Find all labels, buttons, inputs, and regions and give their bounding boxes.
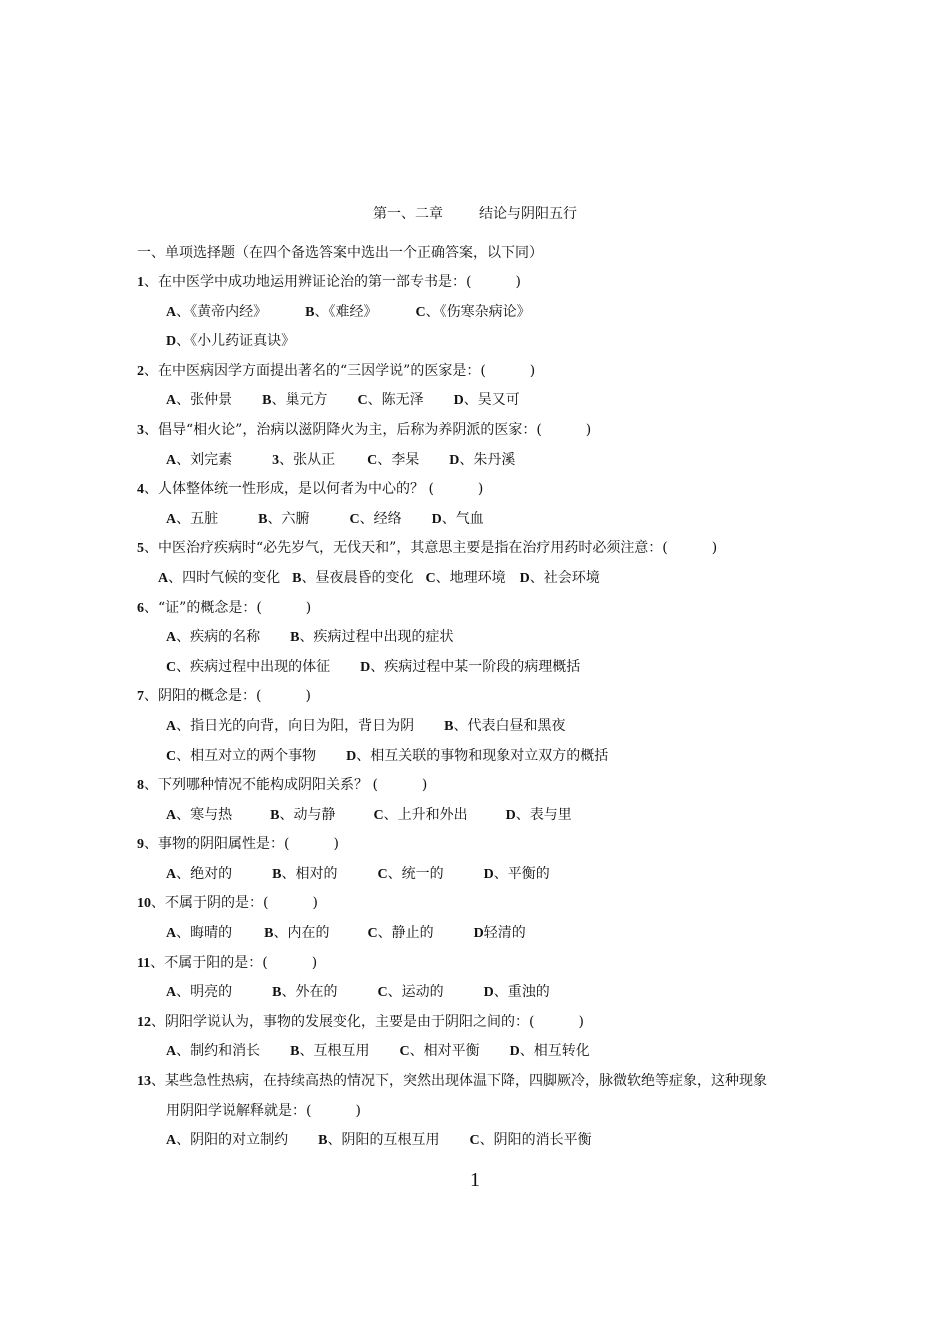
question-text: 事物的阴阳属性是：( <box>158 836 290 853</box>
option-a <box>166 302 267 323</box>
option-letter: A <box>166 718 177 734</box>
question-separator: 、 <box>151 1013 165 1030</box>
question-text: “证”的概念是：( <box>158 599 262 616</box>
answer-close: ) <box>711 540 718 557</box>
option-text: 、吴又可 <box>463 392 520 409</box>
option-a <box>166 982 232 1003</box>
option-letter: C <box>373 807 384 823</box>
option-text: 、阴阳的对立制约 <box>176 1132 289 1149</box>
option-letter: C <box>367 926 378 942</box>
option-text: 、平衡的 <box>493 865 550 882</box>
option-a <box>166 716 414 737</box>
option-text: 、社会环境 <box>529 569 600 586</box>
question-stem <box>0 775 950 805</box>
option-letter: C <box>415 304 426 320</box>
option-c <box>367 923 433 944</box>
option-a <box>166 1130 288 1151</box>
question-stem <box>0 834 950 864</box>
question-number: 5 <box>137 541 144 557</box>
option-d <box>449 450 515 471</box>
option-row <box>0 864 950 894</box>
question-separator: 、 <box>144 836 158 853</box>
option-text: 、明亮的 <box>176 984 233 1001</box>
option-letter: D <box>519 570 530 586</box>
option-letter: D <box>360 659 371 675</box>
option-text: 、相对平衡 <box>409 1043 480 1060</box>
question-text-cont: 用阴阳学说解释就是：( <box>166 1102 312 1119</box>
question-separator: 、 <box>144 688 158 705</box>
option-d <box>510 1041 590 1062</box>
chapter-name: 结论与阴阳五行 <box>479 206 577 222</box>
question-number: 12 <box>137 1014 151 1030</box>
option-a <box>166 627 260 648</box>
chapter-number: 第一、二章 <box>373 206 443 222</box>
option-text: 、疾病的名称 <box>176 629 261 646</box>
option-text: 、阴阳的消长平衡 <box>479 1132 592 1149</box>
option-b <box>272 864 337 885</box>
option-3 <box>272 450 335 471</box>
question-separator: 、 <box>144 421 158 438</box>
option-letter: B <box>292 570 302 586</box>
option-letter: D <box>449 452 460 468</box>
question-separator: 、 <box>144 540 158 557</box>
option-row <box>0 509 950 539</box>
option-a <box>158 568 280 589</box>
option-letter: C <box>469 1133 480 1149</box>
option-row <box>0 982 950 1012</box>
option-text: 、制约和消长 <box>176 1043 261 1060</box>
question-stem <box>0 893 950 923</box>
answer-close: ) <box>305 688 311 705</box>
option-letter: D <box>483 985 494 1001</box>
question-number: 8 <box>137 778 144 794</box>
option-text: 、疾病过程中某一阶段的病理概括 <box>370 658 581 675</box>
option-d <box>474 923 526 944</box>
option-text: 、阴阳的互根互用 <box>327 1132 440 1149</box>
answer-close: ) <box>312 895 318 912</box>
option-b <box>292 568 413 589</box>
question-number: 3 <box>137 422 144 438</box>
option-letter: A <box>166 807 177 823</box>
option-text: 、疾病过程中出现的体征 <box>176 658 331 675</box>
question-stem <box>0 1012 950 1042</box>
option-letter: A <box>166 630 177 646</box>
option-d <box>432 509 484 530</box>
option-c <box>166 657 330 678</box>
question-separator: 、 <box>144 481 158 498</box>
answer-close: ) <box>578 1013 584 1030</box>
option-a <box>166 864 232 885</box>
option-text: 、《黄帝内经》 <box>176 303 268 320</box>
option-letter: B <box>272 866 282 882</box>
question-number: 9 <box>137 837 144 853</box>
option-c <box>373 805 467 826</box>
option-letter: A <box>166 452 177 468</box>
option-letter: C <box>367 452 378 468</box>
option-c <box>415 302 530 323</box>
option-text: 、疾病过程中出现的症状 <box>299 629 454 646</box>
chapter-title <box>0 204 950 224</box>
answer-close: ) <box>311 954 318 971</box>
option-letter: C <box>425 570 436 586</box>
option-text: 、代表白昼和黑夜 <box>453 717 566 734</box>
option-letter: A <box>166 926 177 942</box>
option-letter: A <box>166 985 177 1001</box>
option-d <box>484 982 550 1003</box>
page-number: 1 <box>470 1169 480 1191</box>
option-letter: C <box>399 1044 410 1060</box>
option-text: 、《小儿药证真诀》 <box>176 333 296 350</box>
question-number: 6 <box>137 600 144 616</box>
answer-close: ) <box>477 481 484 498</box>
option-d <box>360 657 580 678</box>
option-letter: D <box>166 334 177 350</box>
answer-close: ) <box>355 1102 361 1119</box>
question-separator: 、 <box>144 274 158 290</box>
option-text: 、刘完素 <box>176 451 233 468</box>
question-list <box>0 272 950 1160</box>
option-text: 、经络 <box>359 510 402 527</box>
option-text: 、相互转化 <box>519 1043 590 1060</box>
option-letter: A <box>166 866 177 882</box>
option-text: 、重浊的 <box>493 984 550 1001</box>
option-letter: B <box>272 985 282 1001</box>
question-text: 阴阳学说认为，事物的发展变化，主要是由于阴阳之间的：( <box>165 1013 535 1030</box>
option-row <box>0 568 950 598</box>
question-stem <box>0 361 950 391</box>
answer-close: ) <box>515 274 521 290</box>
question-separator: 、 <box>144 362 158 379</box>
option-b <box>258 509 309 530</box>
option-letter: C <box>166 659 177 675</box>
option-text: 、《难经》 <box>314 303 378 320</box>
option-letter: A <box>166 393 177 409</box>
option-c <box>399 1041 479 1062</box>
option-d <box>166 331 295 352</box>
option-b <box>270 805 335 826</box>
option-letter: D <box>346 748 357 764</box>
option-letter: D <box>431 511 442 527</box>
option-letter: B <box>262 393 272 409</box>
question-number: 11 <box>137 955 151 971</box>
option-letter: C <box>377 866 388 882</box>
option-text: 、相互关联的事物和现象对立双方的概括 <box>356 747 609 764</box>
section-heading: 一、单项选择题（在四个备选答案中选出一个正确答案，以下同） <box>137 245 543 261</box>
option-b <box>305 302 377 323</box>
option-c <box>349 509 401 530</box>
option-c <box>377 982 443 1003</box>
question-stem <box>0 479 950 509</box>
option-text: 、相互对立的两个事物 <box>176 747 317 764</box>
option-row <box>0 1130 950 1160</box>
option-text: 、《伤寒杂病论》 <box>425 303 531 320</box>
option-letter: B <box>264 926 274 942</box>
question-text: 人体整体统一性形成，是以何者为中心的？ ( <box>158 481 434 498</box>
option-text: 、昼夜晨昏的变化 <box>301 569 414 586</box>
option-text: 、上升和外出 <box>383 806 468 823</box>
option-letter: B <box>444 718 454 734</box>
option-text: 、静止的 <box>377 925 434 942</box>
option-d <box>454 390 520 411</box>
option-letter: B <box>290 630 300 646</box>
question-stem <box>0 686 950 716</box>
option-a <box>166 805 232 826</box>
option-letter: D <box>453 393 464 409</box>
option-letter: D <box>509 1044 520 1060</box>
option-text: 、气血 <box>441 510 484 527</box>
option-text: 、绝对的 <box>176 865 233 882</box>
option-a <box>166 390 232 411</box>
question-number: 13 <box>137 1074 151 1090</box>
option-b <box>444 716 565 737</box>
option-c <box>425 568 505 589</box>
option-c <box>469 1130 591 1151</box>
option-text: 、四时气候的变化 <box>168 569 281 586</box>
question-stem <box>0 420 950 450</box>
option-row <box>0 1041 950 1071</box>
option-b <box>290 1041 369 1062</box>
option-letter: A <box>166 511 177 527</box>
option-d <box>484 864 550 885</box>
option-row <box>0 805 950 835</box>
option-letter: D <box>473 926 484 942</box>
option-text: 、互根互用 <box>299 1043 370 1060</box>
option-row <box>0 450 950 480</box>
option-text: 、五脏 <box>176 510 219 527</box>
option-text: 、晦晴的 <box>176 925 233 942</box>
question-separator: 、 <box>151 895 165 912</box>
option-letter: B <box>290 1044 300 1060</box>
option-text: 、张从正 <box>279 451 336 468</box>
question-text: 不属于阳的是：( <box>164 954 268 971</box>
answer-close: ) <box>421 777 428 794</box>
option-text: 、六腑 <box>267 510 310 527</box>
option-letter: A <box>158 570 169 586</box>
option-letter: D <box>483 866 494 882</box>
option-letter: B <box>305 304 315 320</box>
option-c <box>357 390 423 411</box>
option-row <box>0 716 950 746</box>
option-a <box>166 1041 260 1062</box>
option-letter: B <box>318 1133 328 1149</box>
option-text: 、外在的 <box>281 984 338 1001</box>
option-letter: 3 <box>272 452 280 468</box>
question-stem <box>0 953 950 983</box>
option-b <box>290 627 453 648</box>
question-stem <box>0 598 950 628</box>
question-number: 7 <box>137 689 144 705</box>
option-row <box>0 627 950 657</box>
answer-close: ) <box>529 362 536 379</box>
option-d <box>520 568 600 589</box>
option-text: 、李杲 <box>377 451 420 468</box>
option-text: 、巢元方 <box>271 392 328 409</box>
option-text: 、内在的 <box>273 925 330 942</box>
question-stem <box>0 272 950 302</box>
option-text: 轻清的 <box>483 925 526 942</box>
question-text: 阴阳的概念是：( <box>158 688 262 705</box>
question-stem <box>0 1071 950 1101</box>
option-row <box>0 746 950 776</box>
option-d <box>346 746 608 767</box>
question-separator: 、 <box>151 1073 165 1090</box>
question-number: 10 <box>137 896 151 912</box>
option-text: 、指日光的向背，向日为阳，背日为阴 <box>176 717 415 734</box>
option-text: 、统一的 <box>387 865 444 882</box>
option-letter: D <box>505 807 516 823</box>
option-letter: A <box>166 1133 177 1149</box>
question-continuation <box>0 1101 950 1131</box>
option-d <box>506 805 572 826</box>
question-separator: 、 <box>144 599 158 616</box>
option-row <box>0 390 950 420</box>
option-c <box>367 450 419 471</box>
option-b <box>318 1130 439 1151</box>
question-number: 1 <box>137 275 144 290</box>
option-a <box>166 923 232 944</box>
option-row <box>0 302 950 332</box>
question-text: 在中医学中成功地运用辨证论治的第一部专书是：( <box>158 274 472 290</box>
question-text: 不属于阴的是：( <box>165 895 269 912</box>
option-text: 、表与里 <box>515 806 572 823</box>
question-number: 4 <box>137 482 144 498</box>
option-text: 、寒与热 <box>176 806 233 823</box>
question-separator: 、 <box>144 777 158 794</box>
question-stem <box>0 538 950 568</box>
option-letter: A <box>166 1044 177 1060</box>
option-text: 、相对的 <box>281 865 338 882</box>
option-text: 、地理环境 <box>435 569 506 586</box>
question-number: 2 <box>137 363 144 379</box>
option-letter: B <box>270 807 280 823</box>
answer-close: ) <box>305 599 312 616</box>
question-text: 某些急性热病，在持续高热的情况下，突然出现体温下降，四脚厥冷，脉微软绝等症象，这种现象 <box>165 1073 767 1090</box>
option-letter: A <box>166 304 177 320</box>
option-text: 、朱丹溪 <box>459 451 516 468</box>
question-text: 中医治疗疾病时“必先岁气，无伐天和”，其意思主要是指在治疗用药时必须注意：( <box>158 540 668 557</box>
option-a <box>166 450 232 471</box>
option-text: 、运动的 <box>387 984 444 1001</box>
option-letter: C <box>377 985 388 1001</box>
option-c <box>377 864 443 885</box>
answer-close: ) <box>585 421 592 438</box>
option-letter: B <box>258 511 268 527</box>
option-c <box>166 746 316 767</box>
option-text: 、陈无泽 <box>367 392 424 409</box>
option-letter: C <box>349 511 360 527</box>
option-letter: C <box>357 393 368 409</box>
question-separator: 、 <box>150 954 165 971</box>
option-text: 、动与静 <box>279 806 336 823</box>
option-b <box>272 982 337 1003</box>
option-a <box>166 509 218 530</box>
option-text: 、张仲景 <box>176 392 233 409</box>
option-b <box>264 923 329 944</box>
question-text: 下列哪种情况不能构成阴阳关系？ ( <box>158 777 378 794</box>
option-letter: C <box>166 748 177 764</box>
question-text: 倡导“相火论”，治病以滋阴降火为主，后称为养阴派的医家：( <box>158 421 542 438</box>
option-b <box>262 390 327 411</box>
answer-close: ) <box>333 836 339 853</box>
option-row <box>0 331 950 361</box>
option-row <box>0 657 950 687</box>
question-text: 在中医病因学方面提出著名的“三因学说”的医家是：( <box>158 362 486 379</box>
option-row <box>0 923 950 953</box>
